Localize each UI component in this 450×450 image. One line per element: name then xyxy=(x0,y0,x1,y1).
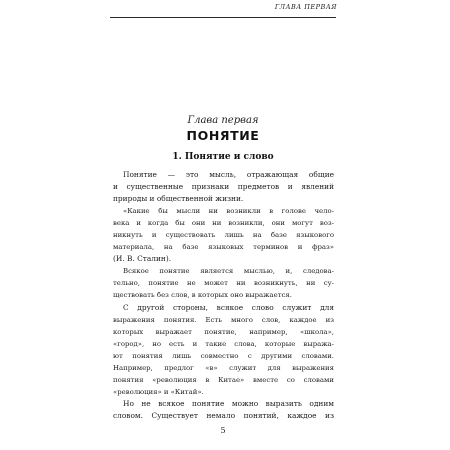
text-line: С другой стороны, всякое слово служит для xyxy=(123,302,334,312)
text-line: словом. Существует немало понятий, каждое из xyxy=(113,410,334,420)
text-line: понятия «революция в Китае» вместе со словами xyxy=(113,375,334,384)
text-line: (И. В. Сталин). xyxy=(113,254,172,264)
text-line: и существенные признаки предметов и явлений xyxy=(113,182,334,192)
text-line: Всякое понятие является мыслью, и, следова- xyxy=(123,267,334,276)
chapter-title: ПОНЯТИЕ xyxy=(186,128,260,143)
running-header: ГЛАВА ПЕРВАЯ xyxy=(274,3,337,11)
text-line: выражения понятия. Есть много слов, каждое из xyxy=(113,315,334,324)
text-line: Но не всякое понятие можно выразить одним xyxy=(123,398,334,408)
text-line: ществовать без слов, в которых оно выражается. xyxy=(113,291,292,300)
text-line: века и когда бы они ни возникли, они могут воз- xyxy=(113,219,334,228)
text-line: тельно, понятие не может ни возникнуть, ни су- xyxy=(113,279,334,288)
text-line: «город», но есть и такие слова, которые выража- xyxy=(113,339,334,348)
text-line: «революция» и «Китай». xyxy=(113,387,204,396)
section-title: 1. Понятие и слово xyxy=(172,152,274,162)
text-line: ют понятия лишь совместно с другими словами. xyxy=(113,351,334,360)
text-line: Например, предлог «в» служит для выражения xyxy=(113,363,334,372)
text-line: природы и общественной жизни. xyxy=(113,194,244,204)
header-rule xyxy=(110,17,336,18)
body-text xyxy=(113,169,334,422)
text-line: «Какие бы мысли ни возникли в голове чело- xyxy=(123,207,334,216)
page-number: 5 xyxy=(220,426,226,435)
text-line: Понятие — это мысль, отражающая общие xyxy=(123,170,334,179)
text-line: которых выражает понятие, например, «школа», xyxy=(113,327,334,336)
text-line: никнуть и существовать лишь на базе языкового xyxy=(113,231,334,240)
chapter-label: Глава первая xyxy=(187,115,259,126)
text-line: материала, на базе языковых терминов и фраз» xyxy=(113,243,334,252)
